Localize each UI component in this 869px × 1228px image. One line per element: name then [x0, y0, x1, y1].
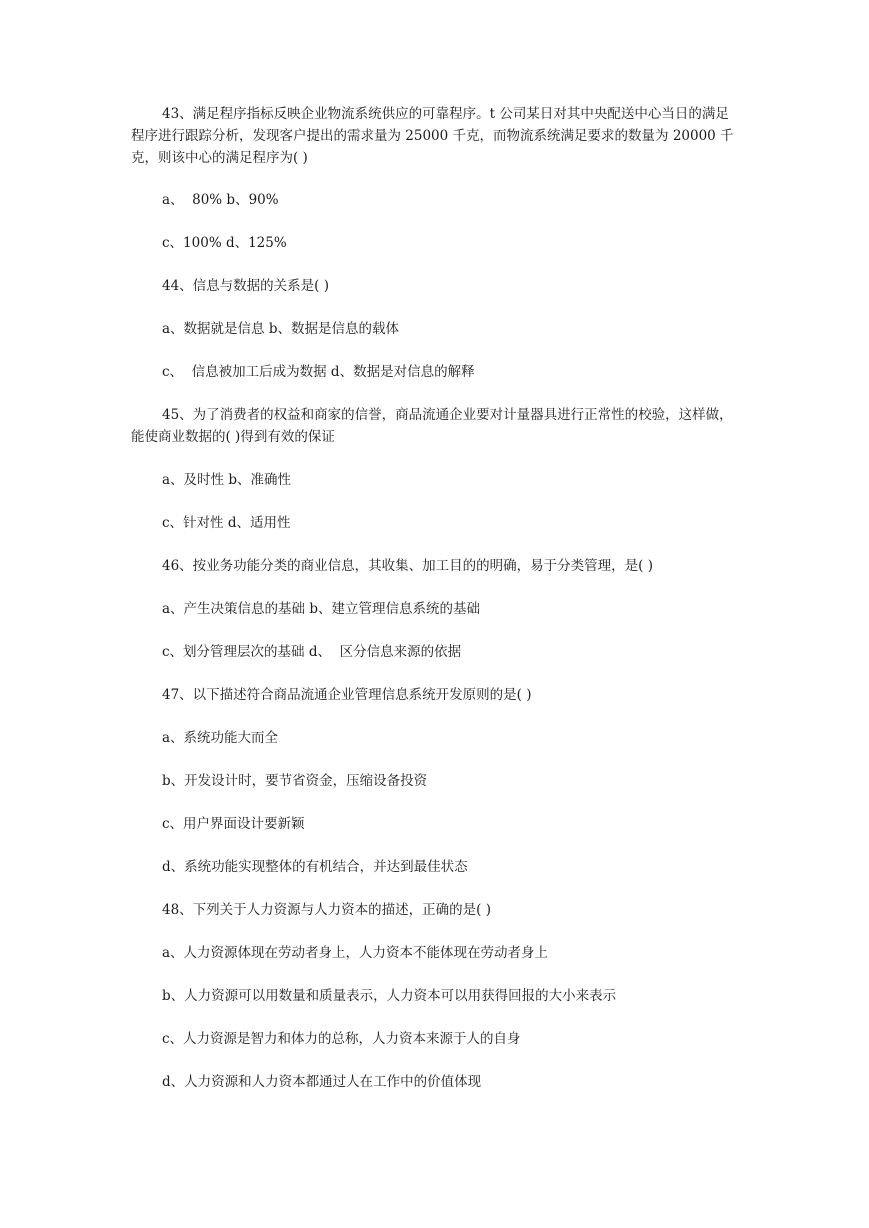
question-43-text: 43、满足程序指标反映企业物流系统供应的可靠程序。t 公司某日对其中央配送中心当日的满足程序进行跟踪分析，发现客户提出的需求量为 25000 千克，而物流系统满足要求的数量为 20000 千克，则该中心的满足程序为( )	[131, 106, 734, 166]
question-47-text: 47、以下描述符合商品流通企业管理信息系统开发原则的是( )	[162, 686, 532, 703]
question-48-option-b: b、人力资源可以用数量和质量表示，人力资本可以用获得回报的大小来表示	[162, 987, 617, 1004]
question-47-option-b: b、开发设计时，要节省资金，压缩设备投资	[162, 772, 428, 789]
question-43-options-cd: c、100% d、125%	[162, 235, 287, 252]
question-45-options-ab: a、及时性 b、准确性	[162, 471, 291, 488]
question-46-options-cd: c、划分管理层次的基础 d、 区分信息来源的依据	[162, 643, 462, 660]
question-48-option-c: c、人力资源是智力和体力的总称，人力资本来源于人的自身	[162, 1030, 521, 1047]
question-43-options-ab: a、 80% b、90%	[162, 192, 279, 209]
question-48-option-a: a、人力资源体现在劳动者身上，人力资本不能体现在劳动者身上	[162, 944, 549, 961]
question-47-option-c: c、用户界面设计要新颖	[162, 815, 305, 832]
document-body	[131, 104, 741, 1115]
question-48-text: 48、下列关于人力资源与人力资本的描述，正确的是( )	[162, 901, 492, 918]
question-48-option-d: d、人力资源和人力资本都通过人在工作中的价值体现	[162, 1073, 482, 1090]
question-47-option-a: a、系统功能大而全	[162, 729, 279, 746]
question-44-text: 44、信息与数据的关系是( )	[162, 278, 330, 295]
question-45-options-cd: c、针对性 d、适用性	[162, 514, 291, 531]
question-44-options-ab: a、数据就是信息 b、数据是信息的载体	[162, 321, 399, 338]
question-45-text: 45、为了消费者的权益和商家的信誉，商品流通企业要对计量器具进行正常性的校验，这样做，能使商业数据的( )得到有效的保证	[131, 407, 733, 446]
question-44-options-cd: c、 信息被加工后成为数据 d、数据是对信息的解释	[162, 364, 475, 381]
question-46-text: 46、按业务功能分类的商业信息，其收集、加工目的的明确，易于分类管理，是( )	[162, 557, 654, 574]
question-46-options-ab: a、产生决策信息的基础 b、建立管理信息系统的基础	[162, 600, 480, 617]
question-47-option-d: d、系统功能实现整体的有机结合，并达到最佳状态	[162, 858, 468, 875]
